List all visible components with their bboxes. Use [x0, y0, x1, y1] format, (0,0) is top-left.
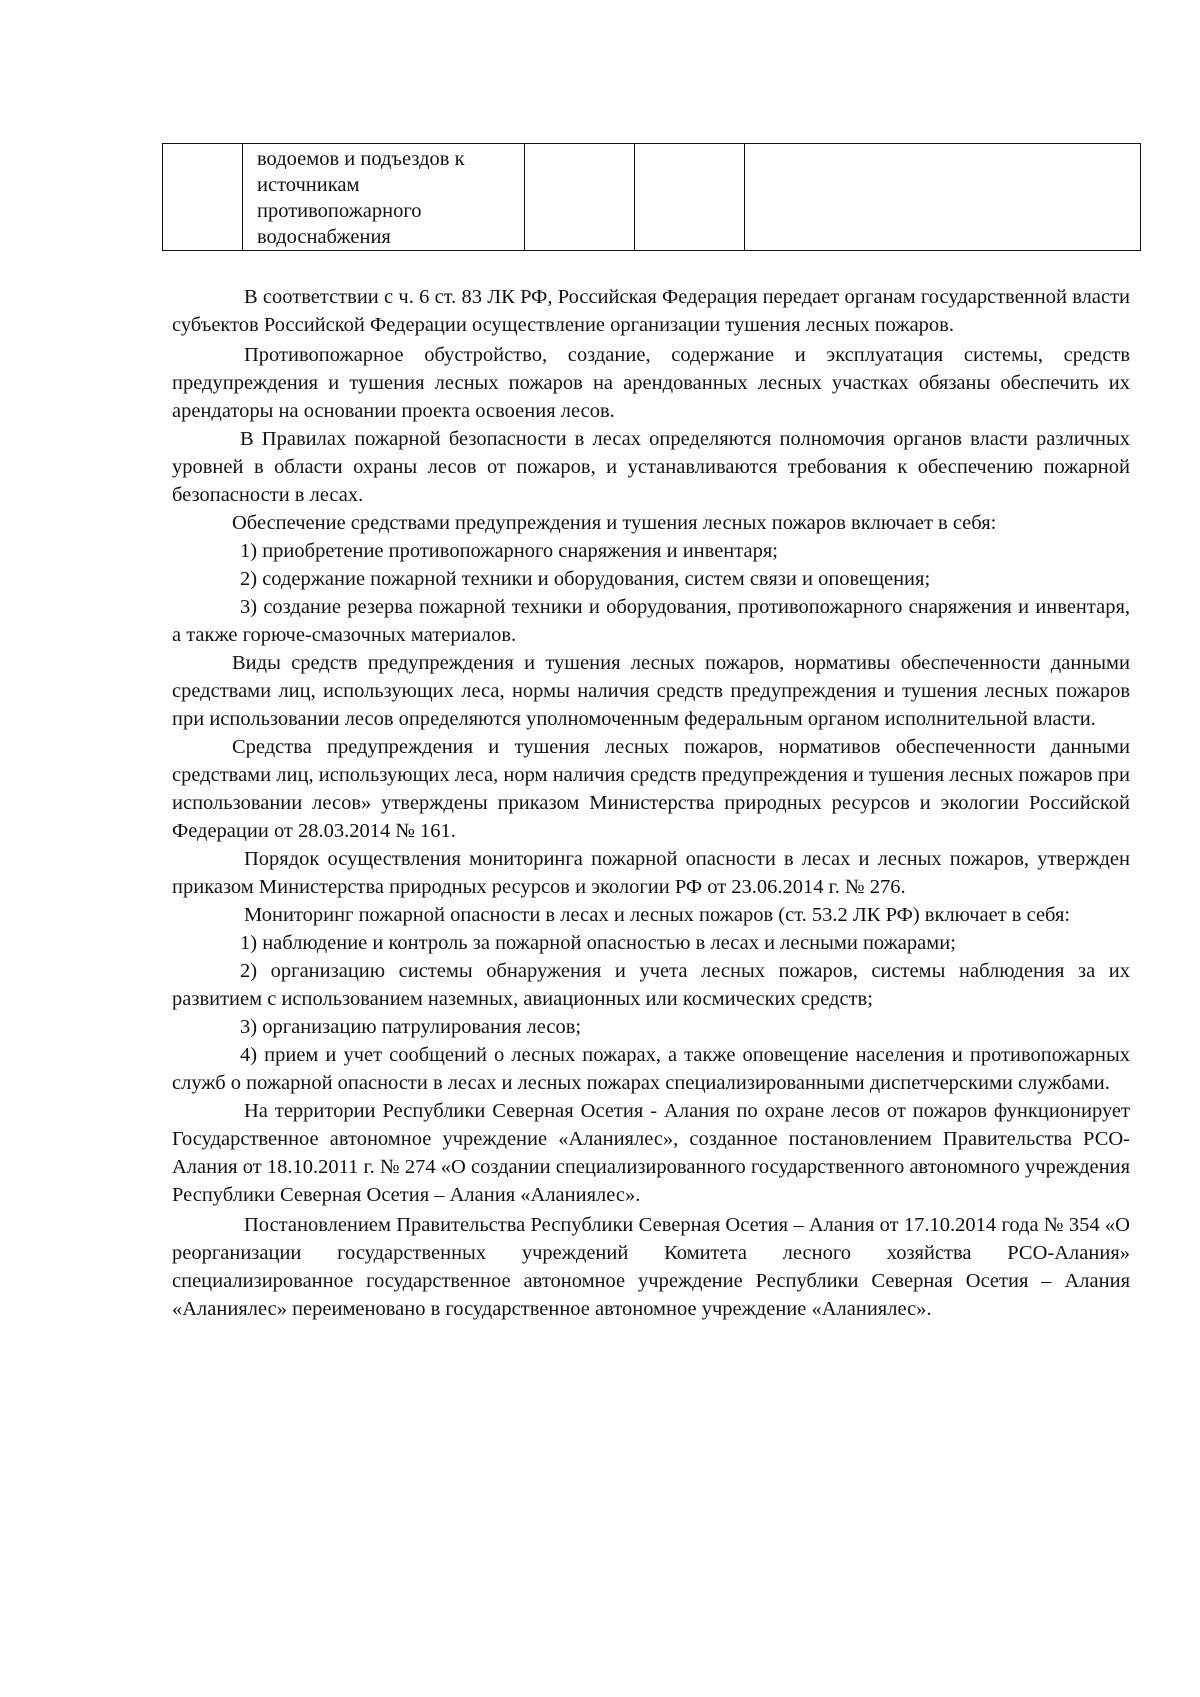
- list-item: 2) организацию системы обнаружения и учета лесных пожаров, системы наблюдения за их развитием с использованием наземных, авиационных или космических средств;: [172, 960, 1130, 1010]
- continuation-table: [162, 143, 1141, 251]
- paragraph: В соответствии с ч. 6 ст. 83 ЛК РФ, Российская Федерация передает органам государственной власти субъектов Российской Федерации осуществление организации тушения лесных пожаров.: [172, 286, 1130, 336]
- paragraph: В Правилах пожарной безопасности в лесах определяются полномочия органов власти различных уровней в области охраны лесов от пожаров, и устанавливаются требования к обеспечению пожарной безопасности в лесах.: [172, 428, 1130, 506]
- table-row: [163, 144, 1141, 251]
- list-item: 1) приобретение противопожарного снаряжения и инвентаря;: [240, 540, 778, 562]
- table-cell-number: [163, 144, 243, 251]
- paragraph: Мониторинг пожарной опасности в лесах и лесных пожаров (ст. 53.2 ЛК РФ) включает в себя:: [244, 904, 1071, 926]
- table-cell-empty: [635, 144, 745, 251]
- paragraph: На территории Республики Северная Осетия - Алания по охране лесов от пожаров функционирует Государственное автономное учреждение «Аланиялес», созданное постановлением Правительства РСО-Алания от 18.10.2011 г. № 274 «О создании специализированного государственного автономного учреждения Республики Северная Осетия – Алания «Аланиялес».: [172, 1100, 1130, 1206]
- paragraph: Средства предупреждения и тушения лесных пожаров, нормативов обеспеченности данными средствами лиц, использующих леса, норм наличия средств предупреждения и тушения лесных пожаров при использовании лесов» утверждены приказом Министерства природных ресурсов и экологии Российской Федерации от 28.03.2014 № 161.: [172, 736, 1130, 842]
- paragraph: Порядок осуществления мониторинга пожарной опасности в лесах и лесных пожаров, утвержден приказом Министерства природных ресурсов и экологии РФ от 23.06.2014 г. № 276.: [172, 848, 1130, 898]
- cell-line: водоснабжения: [257, 226, 391, 248]
- list-item: 3) создание резерва пожарной техники и оборудования, противопожарного снаряжения и инвентаря, а также горюче-смазочных материалов.: [172, 596, 1130, 646]
- table-cell-empty: [525, 144, 635, 251]
- cell-line: противопожарного: [257, 200, 422, 222]
- list-item: 1) наблюдение и контроль за пожарной опасностью в лесах и лесными пожарами;: [240, 932, 956, 954]
- cell-line: источникам: [257, 174, 360, 196]
- cell-line: водоемов и подъездов к: [257, 148, 465, 170]
- paragraph: Обеспечение средствами предупреждения и тушения лесных пожаров включает в себя:: [232, 512, 997, 534]
- paragraph: Виды средств предупреждения и тушения лесных пожаров, нормативы обеспеченности данными средствами лиц, использующих леса, нормы наличия средств предупреждения и тушения лесных пожаров при использовании лесов определяются уполномоченным федеральным органом исполнительной власти.: [172, 652, 1130, 730]
- document-body: [172, 283, 1130, 1323]
- list-item: 3) организацию патрулирования лесов;: [240, 1016, 582, 1038]
- table-cell-description: [243, 144, 525, 251]
- list-item: 4) прием и учет сообщений о лесных пожарах, а также оповещение населения и противопожарных служб о пожарной опасности в лесах и лесных пожарах специализированными диспетчерскими службами.: [172, 1044, 1130, 1094]
- paragraph: Противопожарное обустройство, создание, содержание и эксплуатация системы, средств предупреждения и тушения лесных пожаров на арендованных лесных участках обязаны обеспечить их арендаторы на основании проекта освоения лесов.: [172, 344, 1130, 422]
- table-cell-empty: [745, 144, 1141, 251]
- paragraph: Постановлением Правительства Республики Северная Осетия – Алания от 17.10.2014 года № 354 «О реорганизации государственных учреждений Комитета лесного хозяйства РСО-Алания» специализированное государственное автономное учреждение Республики Северная Осетия – Алания «Аланиялес» переименовано в государственное автономное учреждение «Аланиялес».: [172, 1214, 1130, 1320]
- list-item: 2) содержание пожарной техники и оборудования, систем связи и оповещения;: [240, 568, 931, 590]
